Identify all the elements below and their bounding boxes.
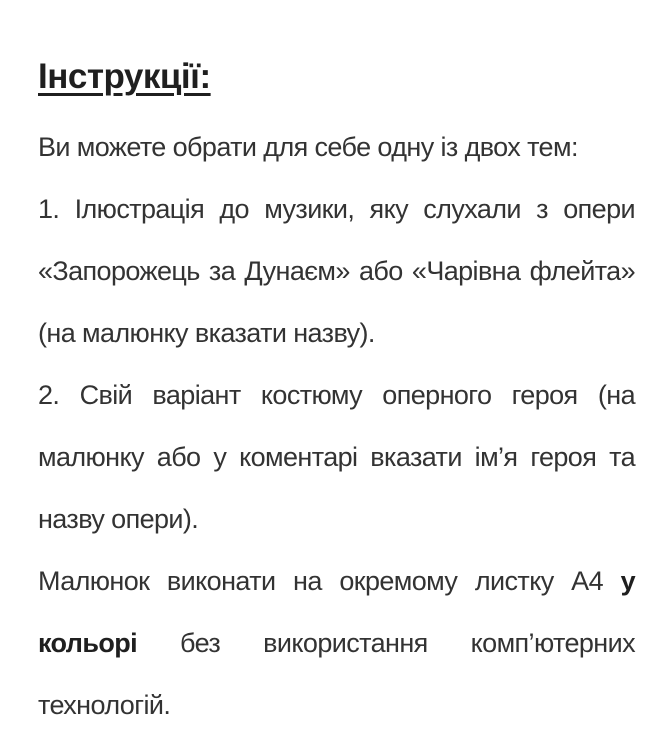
instructions-title: Інструкції:	[38, 57, 211, 96]
option-2-text: 2. Свій варіант костюму оперного героя (на малюнку або у коментарі вказати ім’я героя та назву опери).	[38, 380, 635, 534]
requirements-text-end: без використання комп’ютерних технологій.	[38, 628, 635, 720]
drawing-requirements	[38, 550, 635, 736]
requirements-text-start: Малюнок виконати на окремому листку А4	[38, 566, 621, 596]
intro-text: Ви можете обрати для себе одну із двох тем:	[38, 132, 578, 162]
option-1-text: 1. Ілюстрація до музики, яку слухали з опери «Запорожець за Дунаєм» або «Чарівна флейта» (на малюнку вказати назву).	[38, 194, 635, 348]
in-color-emphasis: у кольорі	[38, 566, 635, 658]
